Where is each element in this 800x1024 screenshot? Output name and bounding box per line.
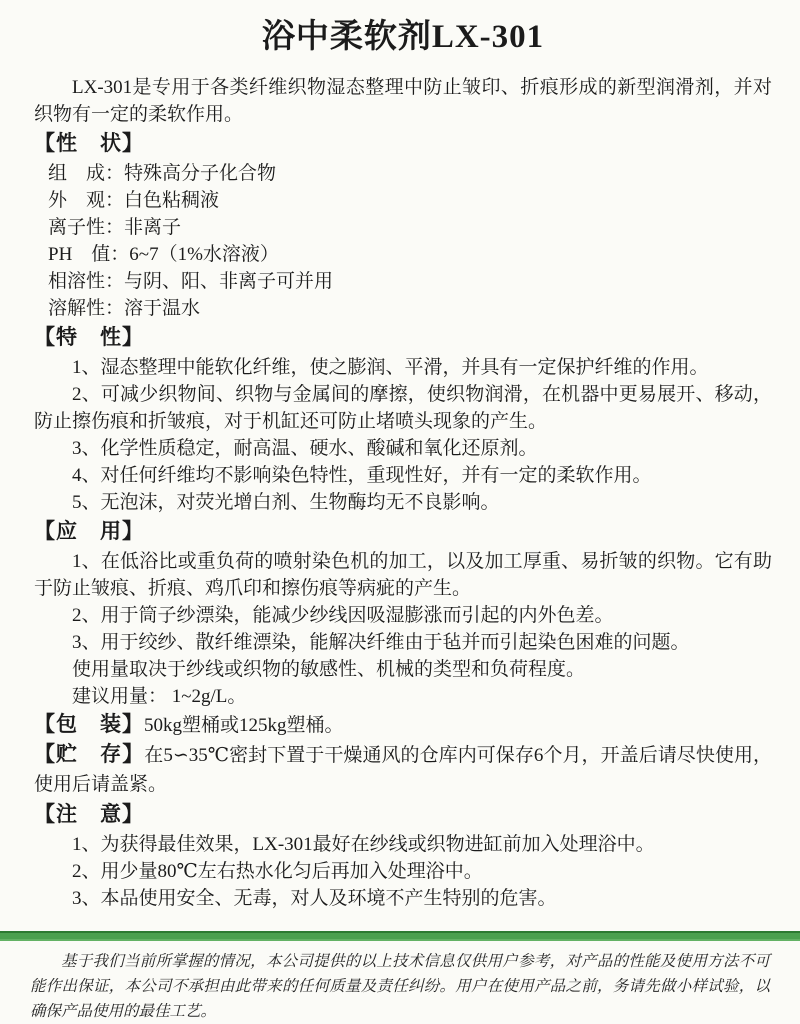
property-value: 溶于温水 [124, 298, 201, 319]
application-item: 3、用于绞纱、散纤维漂染，能解决纤维由于毡并而引起染色困难的问题。 [72, 632, 690, 653]
properties-list [48, 160, 772, 322]
applications-list [34, 548, 772, 710]
feature-item: 5、无泡沫，对荧光增白剂、生物酶均无不良影响。 [72, 492, 500, 513]
packaging-line [34, 710, 772, 740]
section-heading-features: 【特 性】 [34, 326, 144, 349]
property-row [48, 187, 772, 214]
feature-item: 4、对任何纤维均不影响染色特性，重现性好，并有一定的柔软作用。 [72, 465, 652, 486]
property-label: 组 成： [48, 163, 125, 184]
note-item: 3、本品使用安全、无毒，对人及环境不产生特别的危害。 [72, 888, 557, 909]
property-label: 外 观： [48, 190, 125, 211]
property-row [48, 295, 772, 322]
note-item: 2、用少量80℃左右热水化匀后再加入处理浴中。 [72, 861, 483, 882]
section-heading-notes: 【注 意】 [34, 803, 144, 826]
page-footer [0, 931, 800, 1024]
property-value: 非离子 [124, 217, 182, 238]
property-value: 与阴、阳、非离子可并用 [124, 271, 334, 292]
application-item: 1、在低浴比或重负荷的喷射染色机的加工，以及加工厚重、易折皱的织物。它有助于防止皱痕、折痕、鸡爪印和擦伤痕等病疵的产生。 [34, 551, 772, 599]
packaging-text: 50kg塑桶或125kg塑桶。 [144, 715, 344, 736]
property-label: 离子性： [48, 217, 125, 238]
feature-item: 2、可减少织物间、织物与金属间的摩擦，使织物润滑，在机器中更易展开、移动，防止擦伤痕和折皱痕，对于机缸还可防止堵喷头现象的产生。 [34, 384, 772, 432]
page-title: 浴中柔软剂LX-301 [261, 19, 545, 55]
section-heading-packaging: 【包 装】 [34, 713, 144, 736]
storage-line [34, 740, 772, 799]
property-label: 相溶性： [48, 271, 125, 292]
application-item: 2、用于筒子纱漂染，能减少纱线因吸湿膨涨而引起的内外色差。 [72, 605, 614, 626]
section-heading-storage: 【贮 存】 [34, 743, 145, 766]
storage-text: 在5∽35℃密封下置于干燥通风的仓库内可保存6个月，开盖后请尽快使用，使用后请盖紧。 [34, 745, 773, 795]
feature-item: 1、湿态整理中能软化纤维，使之膨润、平滑，并具有一定保护纤维的作用。 [72, 357, 709, 378]
footer-divider-bar [0, 931, 800, 941]
property-value: 6~7（1%水溶液） [129, 244, 279, 265]
property-row [48, 214, 772, 241]
property-label: 溶解性： [48, 298, 125, 319]
features-list [34, 354, 772, 516]
section-heading-properties: 【性 状】 [34, 132, 144, 155]
notes-list [34, 831, 772, 912]
property-label: PH 值： [48, 244, 130, 265]
application-usage-note: 使用量取决于纱线或织物的敏感性、机械的类型和负荷程度。 [72, 659, 586, 680]
intro-paragraph: LX-301是专用于各类纤维织物湿态整理中防止皱印、折痕形成的新型润滑剂，并对织物有一定的柔软作用。 [34, 77, 772, 125]
property-value: 白色粘稠液 [124, 190, 220, 211]
feature-item: 3、化学性质稳定，耐高温、硬水、酸碱和氧化还原剂。 [72, 438, 538, 459]
property-row [48, 268, 772, 295]
note-item: 1、为获得最佳效果，LX-301最好在纱线或织物进缸前加入处理浴中。 [72, 834, 655, 855]
property-value: 特殊高分子化合物 [124, 163, 277, 184]
property-row [48, 241, 772, 268]
application-dosage: 建议用量： 1~2g/L。 [72, 686, 247, 707]
property-row [48, 160, 772, 187]
section-heading-applications: 【应 用】 [34, 520, 144, 543]
disclaimer-text: 基于我们当前所掌握的情况，本公司提供的以上技术信息仅供用户参考，对产品的性能及使用方法不可能作出保证，本公司不承担由此带来的任何质量及责任纠纷。用户在使用产品之前，务请先做小样试验，以确保产品使用的最佳工艺。 [30, 953, 770, 1020]
